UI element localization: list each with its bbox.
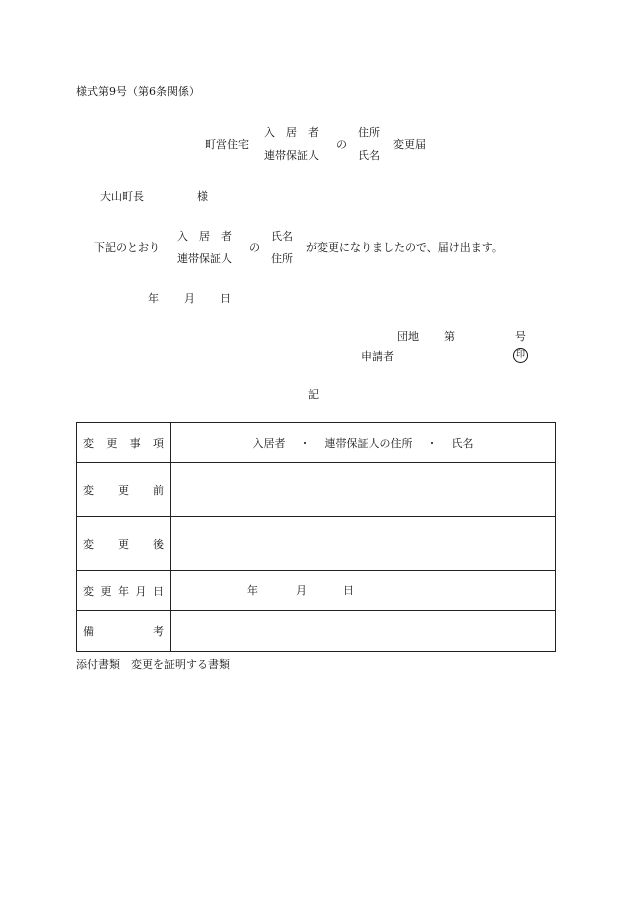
complex-label: 団地: [397, 330, 419, 343]
value-change-items: [171, 423, 556, 463]
table-row-change-date: [77, 571, 556, 611]
applicant-label: 申請者: [361, 350, 394, 363]
value-remarks[interactable]: [171, 611, 556, 652]
item-separator: ・: [299, 436, 311, 450]
title-prefix: 町営住宅: [205, 138, 249, 151]
table-row-change-items: [77, 423, 556, 463]
date-day: 日: [220, 292, 231, 305]
attachment-note: 添付書類 変更を証明する書類: [76, 658, 230, 671]
label-change-date: [77, 571, 171, 611]
value-before[interactable]: [171, 463, 556, 517]
body-option-name: 氏名: [271, 230, 293, 243]
title-option-guarantor: 連帯保証人: [264, 149, 319, 162]
change-details-table: [76, 422, 556, 652]
title-option-name: 氏名: [358, 149, 380, 162]
label-char: 月: [135, 584, 147, 598]
table-row-before: [77, 463, 556, 517]
date-month: 月: [184, 292, 195, 305]
addressee-honorific: 様: [197, 190, 208, 203]
label-char: 年: [118, 584, 129, 598]
item-resident: 入居者: [252, 436, 286, 450]
seal-icon: [513, 348, 528, 363]
label-change-items: [77, 423, 171, 463]
label-char: 更: [118, 483, 129, 497]
number-suffix: 号: [515, 330, 526, 343]
label-char: 変: [83, 436, 94, 450]
label-char: 備: [83, 625, 94, 638]
label-char: 更: [100, 584, 112, 598]
date-year: 年: [148, 292, 159, 305]
label-char: 変: [83, 483, 94, 497]
ki-heading: 記: [308, 388, 319, 401]
title-suffix: 変更届: [393, 138, 426, 151]
title-option-resident: 入 居 者: [264, 126, 319, 139]
label-remarks: [77, 611, 171, 652]
label-char: 事: [129, 436, 141, 450]
label-char: 前: [153, 483, 164, 497]
title-option-address: 住所: [358, 126, 380, 139]
title-particle: の: [336, 138, 347, 151]
change-date-day: 日: [343, 584, 354, 597]
label-char: 更: [118, 537, 129, 551]
label-before: [77, 463, 171, 517]
seal-mark: 印: [513, 348, 528, 363]
label-char: 項: [152, 436, 164, 450]
body-lead: 下記のとおり: [94, 241, 160, 254]
form-number: 様式第9号（第6条関係）: [76, 85, 200, 98]
item-guarantor-address: 連帯保証人の住所: [324, 436, 413, 450]
body-option-address: 住所: [271, 252, 293, 265]
table-row-after: [77, 517, 556, 571]
label-char: 変: [83, 584, 94, 598]
value-after[interactable]: [171, 517, 556, 571]
label-after: [77, 517, 171, 571]
label-char: 変: [83, 537, 94, 551]
body-tail: が変更になりましたので、届け出ます。: [306, 241, 503, 254]
change-date-year: 年: [247, 584, 258, 597]
body-particle: の: [249, 241, 260, 254]
body-option-guarantor: 連帯保証人: [177, 252, 232, 265]
body-option-resident: 入 居 者: [177, 230, 232, 243]
item-separator: ・: [426, 436, 438, 450]
number-prefix: 第: [444, 330, 455, 343]
table-row-remarks: [77, 611, 556, 652]
value-change-date[interactable]: [171, 571, 556, 611]
label-char: 更: [106, 436, 118, 450]
addressee-name: 大山町長: [100, 190, 144, 203]
change-date-month: 月: [296, 584, 307, 597]
item-name: 氏名: [451, 436, 474, 450]
label-char: 日: [153, 584, 164, 598]
label-char: 後: [153, 537, 164, 551]
label-char: 考: [153, 625, 164, 638]
